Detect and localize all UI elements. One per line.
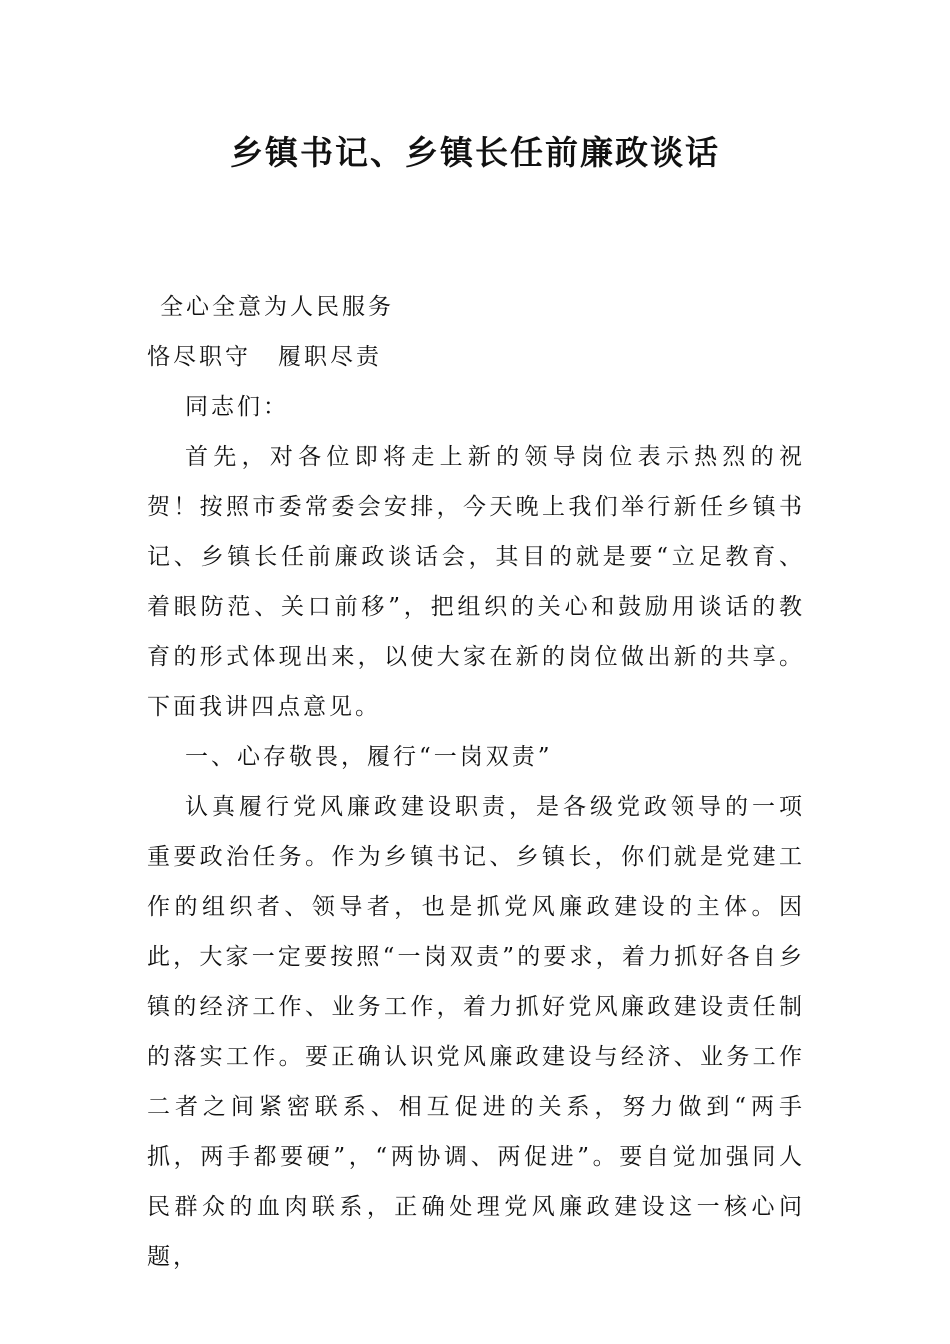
section-heading-1: 一、心存敬畏，履行“一岗双责” <box>185 744 553 770</box>
subtitle-line-2-part2: 履职尽责 <box>278 344 382 370</box>
subtitle-line-1: 全心全意为人民服务 <box>160 294 394 320</box>
document-title: 乡镇书记、乡镇长任前廉政谈话 <box>230 133 720 172</box>
document-body <box>147 282 805 1282</box>
subtitle-line-2 <box>147 332 805 382</box>
salutation: 同志们： <box>185 394 289 420</box>
paragraph-section-1: 认真履行党风廉政建设职责，是各级党政领导的一项重要政治任务。作为乡镇书记、乡镇长，你们就是党建工作的组织者、领导者，也是抓党风廉政建设的主体。因此，大家一定要按照“一岗双责”的要求，着力抓好各自乡镇的经济工作、业务工作，着力抓好党风廉政建设责任制的落实工作。要正确认识党风廉政建设与经济、业务工作二者之间紧密联系、相互促进的关系，努力做到“两手抓，两手都要硬”，“两协调、两促进”。要自觉加强同人民群众的血肉联系，正确处理党风廉政建设这一核心问题， <box>147 794 805 1270</box>
subtitle-line-2-part1: 恪尽职守 <box>147 344 251 370</box>
paragraph-intro: 首先，对各位即将走上新的领导岗位表示热烈的祝贺！按照市委常委会安排，今天晚上我们举行新任乡镇书记、乡镇长任前廉政谈话会，其目的就是要“立足教育、着眼防范、关口前移”，把组织的关心和鼓励用谈话的教育的形式体现出来，以使大家在新的岗位做出新的共享。下面我讲四点意见。 <box>147 444 805 720</box>
